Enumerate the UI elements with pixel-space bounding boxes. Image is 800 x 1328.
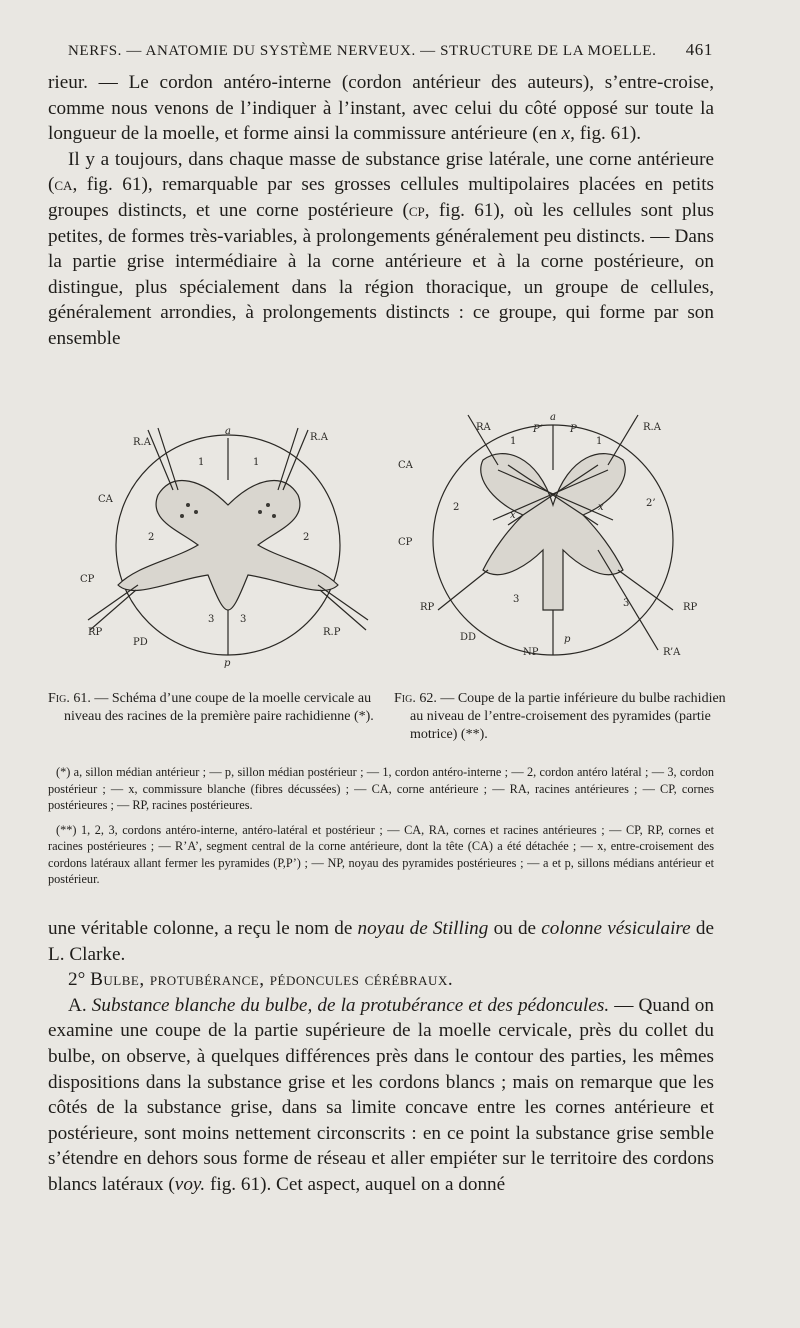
fig61-label-p: p bbox=[224, 658, 231, 669]
fig61-label-ra-right: R.A bbox=[310, 432, 328, 443]
fig62-label-cp: CP bbox=[398, 537, 413, 548]
paragraph-4: A. Substance blanche du bulbe, de la protubérance et des pédoncules. — Quand on examine une coupe de la partie supérieure de la moelle cervicale, près du collet du bulbe, on observe, à quelques différences près dans le contour des parties, les mêmes dispositions dans la substance grise et les cordons blancs ; mais on remarque que les côtés de la substance grise, dans sa limite concave entre les cornes antérieure et postérieure, sont moins nettement circonscrits : en ce point la substance grise semble s’étendre en dehors sous forme de réseau et aller empiéter sur le territoire des cordons blancs latéraux (voy. fig. 61). Cet aspect, auquel on a donné bbox=[48, 994, 714, 1195]
fig62-label-1-right: 1 bbox=[596, 436, 603, 447]
fig62-label-ra-left: RA bbox=[476, 422, 491, 433]
caption-fig-62: Fig. 62. — Coupe de la partie inférieure du bulbe rachidien au niveau de l’entre-croisement des pyramides (partie motrice) (**). bbox=[394, 691, 726, 742]
fig62-label-ca: CA bbox=[398, 460, 413, 471]
figure-61-spinal-cord-section bbox=[78, 410, 378, 670]
fig61-label-rp-right: R.P bbox=[323, 627, 341, 638]
fig61-label-rp-left: RP bbox=[88, 627, 103, 638]
fig61-label-3-left: 3 bbox=[208, 614, 215, 625]
fig62-label-x-right: x bbox=[598, 502, 604, 513]
figure-62-bulb-section bbox=[398, 410, 718, 670]
paragraph-3: une véritable colonne, a reçu le nom de noyau de Stilling ou de colonne vésiculaire de L. Clarke. bbox=[48, 918, 714, 965]
fig62-label-ra-prime: R’A bbox=[663, 647, 681, 658]
footnote-2: (**) 1, 2, 3, cordons antéro-interne, antéro-latéral et postérieur ; — CA, RA, cornes et racines antérieures ; — CP, RP, cornes et racines postérieures ; — R’A’, segment central de la corne antérieure, dont la tête (CA) a été détachée ; — x, entre-croisement des cordons latéraux allant fermer les pyramides (P,P’) ; — NP, noyau des pyramides postérieures ; — a et p, sillons médians antérieur et postérieur. bbox=[48, 822, 714, 886]
fig61-label-1-right: 1 bbox=[253, 457, 260, 468]
figures bbox=[48, 410, 718, 680]
fig62-label-2-right: 2’ bbox=[646, 498, 656, 509]
fig62-label-ra-right: R.A bbox=[643, 422, 661, 433]
fig62-label-p-bottom: p bbox=[564, 634, 571, 645]
fig61-label-pd: PD bbox=[133, 637, 148, 648]
fig61-label-cp: CP bbox=[80, 574, 95, 585]
fig62-label-1-left: 1 bbox=[510, 436, 517, 447]
fig62-label-rp-right: RP bbox=[683, 602, 698, 613]
fig61-label-2-left: 2 bbox=[148, 532, 155, 543]
page-number: 461 bbox=[685, 40, 713, 59]
fig62-label-p: P bbox=[570, 424, 577, 435]
fig61-label-3-right: 3 bbox=[240, 614, 247, 625]
fig62-label-p-prime: P’ bbox=[533, 424, 543, 435]
fig61-label-1-left: 1 bbox=[198, 457, 205, 468]
section-heading: 2° Bulbe, protubérance, pédoncules cérébraux. bbox=[68, 969, 454, 991]
footnote-1: (*) a, sillon médian antérieur ; — p, sillon médian postérieur ; — 1, cordon antéro-interne ; — 2, cordon antéro latéral ; — 3, cordon postérieur ; — x, commissure blanche (fibres décussées) ; — CA, corne antérieure ; — RA, racines antérieures ; — CP, cornes postérieures ; — RP, racines postérieures. bbox=[48, 765, 714, 812]
fig62-label-x-left: x bbox=[510, 510, 516, 521]
fig62-label-dd: DD bbox=[460, 632, 477, 643]
fig62-label-a: a bbox=[550, 412, 556, 423]
fig62-label-np: NP bbox=[523, 647, 539, 658]
paragraph-2: Il y a toujours, dans chaque masse de substance grise latérale, une corne antérieure (ca, fig. 61), remarquable par ses grosses cellules multipolaires placées en petits groupes distincts, et une corne postérieure (cp, fig. 61), où les cellules sont plus petites, de formes très-variables, à prolongements généralement peu distincts. — Dans la partie grise intermédiaire à la corne antérieure et à la corne postérieure, on distingue, plus spécialement dans la région thoracique, un groupe de cellules, généralement arrondies, à prolongements distincts : ce groupe, qui forme par son ensemble bbox=[48, 148, 715, 349]
fig62-label-2-left: 2 bbox=[453, 502, 460, 513]
fig62-label-3-left: 3 bbox=[513, 594, 520, 605]
fig62-label-rp-left: RP bbox=[420, 602, 435, 613]
fig61-label-ca: CA bbox=[98, 494, 113, 505]
running-head bbox=[68, 40, 713, 60]
body-text-bottom bbox=[48, 916, 714, 1198]
paragraph-1: rieur. — Le cordon antéro-interne (cordon antérieur des auteurs), s’entre-croise, comme nous venons de l’indiquer à l’instant, avec celui du côté opposé sur toute la longueur de la moelle, et forme ainsi la commissure antérieure (en x, fig. 61). bbox=[48, 72, 714, 145]
running-title: NERFS. — ANATOMIE DU SYSTÈME NERVEUX. — STRUCTURE DE LA MOELLE. bbox=[68, 43, 657, 59]
footnotes bbox=[48, 764, 714, 896]
fig61-label-a: a bbox=[225, 426, 231, 437]
fig61-label-ra-left: R.A bbox=[133, 437, 151, 448]
caption-fig-61: Fig. 61. — Schéma d’une coupe de la moelle cervicale au niveau des racines de la première paire rachidienne (*). bbox=[48, 691, 374, 724]
fig62-label-3-right: 3 bbox=[623, 598, 630, 609]
body-text-top bbox=[48, 70, 714, 352]
fig61-label-2-right: 2 bbox=[303, 532, 310, 543]
